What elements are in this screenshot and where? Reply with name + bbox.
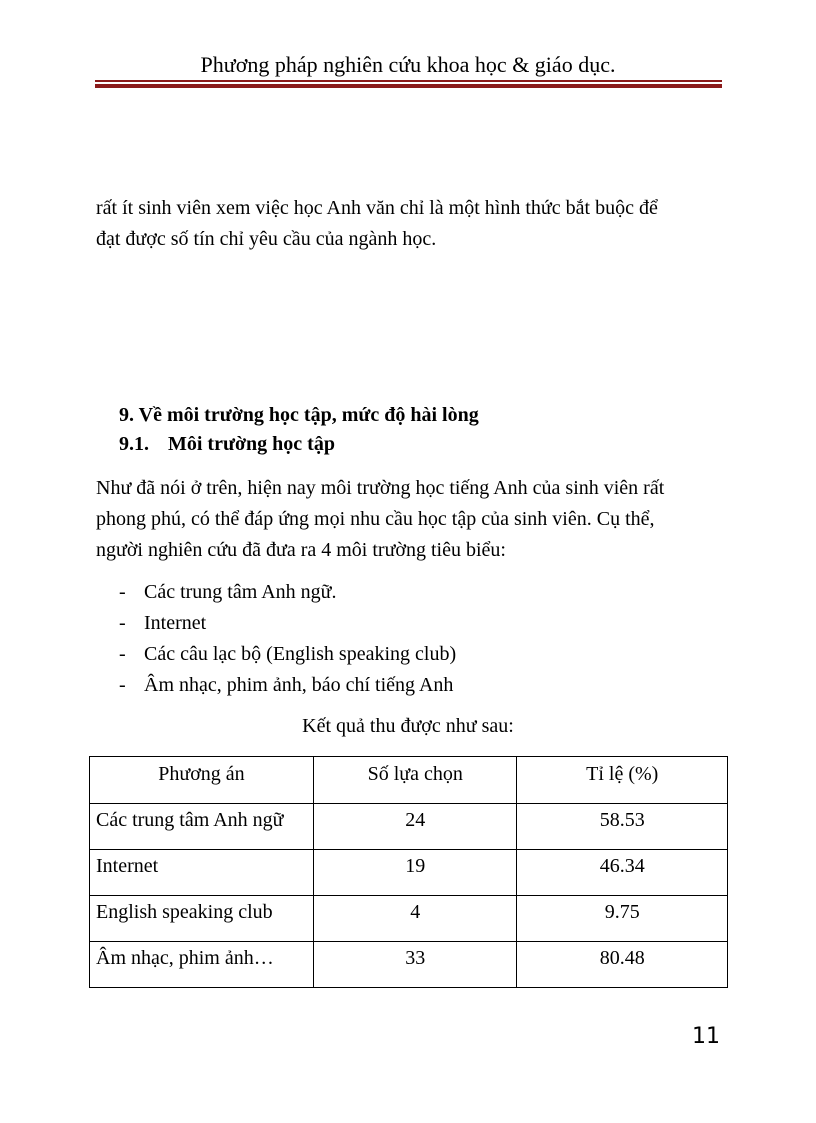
paragraph-line: phong phú, có thể đáp ứng mọi nhu cầu học tập của sinh viên. Cụ thể, [96,508,655,530]
environment-list [119,577,456,701]
header-rule-thick [95,84,722,88]
page-number: 11 [692,1024,720,1049]
paragraph-line: người nghiên cứu đã đưa ra 4 môi trường tiêu biểu: [96,539,506,561]
table-caption: Kết quả thu được như sau: [302,715,514,737]
list-item-text: Internet [144,612,207,634]
cell-option: Âm nhạc, phim ảnh… [90,942,314,988]
list-dash: - [119,612,126,634]
paragraph-line: rất ít sinh viên xem việc học Anh văn chỉ là một hình thức bắt buộc để [96,197,658,219]
paragraph-line: đạt được số tín chỉ yêu cầu của ngành học. [96,228,437,250]
cell-option: English speaking club [90,896,314,942]
header-rule-thin [95,80,722,82]
list-item-text: Các câu lạc bộ (English speaking club) [144,643,457,665]
section-number: 9.1. [119,433,149,455]
cell-count: 4 [313,896,517,942]
cell-count: 24 [313,804,517,850]
list-dash: - [119,581,126,603]
paragraph-continuation [96,193,736,255]
section-title: Môi trường học tập [168,433,335,455]
cell-percent: 46.34 [517,850,728,896]
cell-count: 19 [313,850,517,896]
list-dash: - [119,674,126,696]
list-item [119,608,456,639]
table-row [90,896,728,942]
cell-count: 33 [313,942,517,988]
table-row [90,942,728,988]
cell-percent: 80.48 [517,942,728,988]
table-row [90,804,728,850]
table-header-row [90,757,728,804]
cell-option: Internet [90,850,314,896]
cell-percent: 58.53 [517,804,728,850]
list-item-text: Âm nhạc, phim ảnh, báo chí tiếng Anh [144,674,454,696]
list-item [119,639,456,670]
list-item [119,670,456,701]
section-9-heading: 9. Về môi trường học tập, mức độ hài lòng [119,404,479,426]
header-percent: Tỉ lệ (%) [517,757,728,804]
paragraph-intro [96,473,736,566]
header-count: Số lựa chọn [313,757,517,804]
paragraph-line: Như đã nói ở trên, hiện nay môi trường học tiếng Anh của sinh viên rất [96,477,665,499]
list-dash: - [119,643,126,665]
results-table [89,756,728,988]
section-9-1-heading [119,429,335,459]
list-item [119,577,456,608]
page-header-title: Phương pháp nghiên cứu khoa học & giáo dục. [200,52,616,77]
cell-percent: 9.75 [517,896,728,942]
list-item-text: Các trung tâm Anh ngữ. [144,581,337,603]
cell-option: Các trung tâm Anh ngữ [90,804,314,850]
table-row [90,850,728,896]
header-option: Phương án [90,757,314,804]
